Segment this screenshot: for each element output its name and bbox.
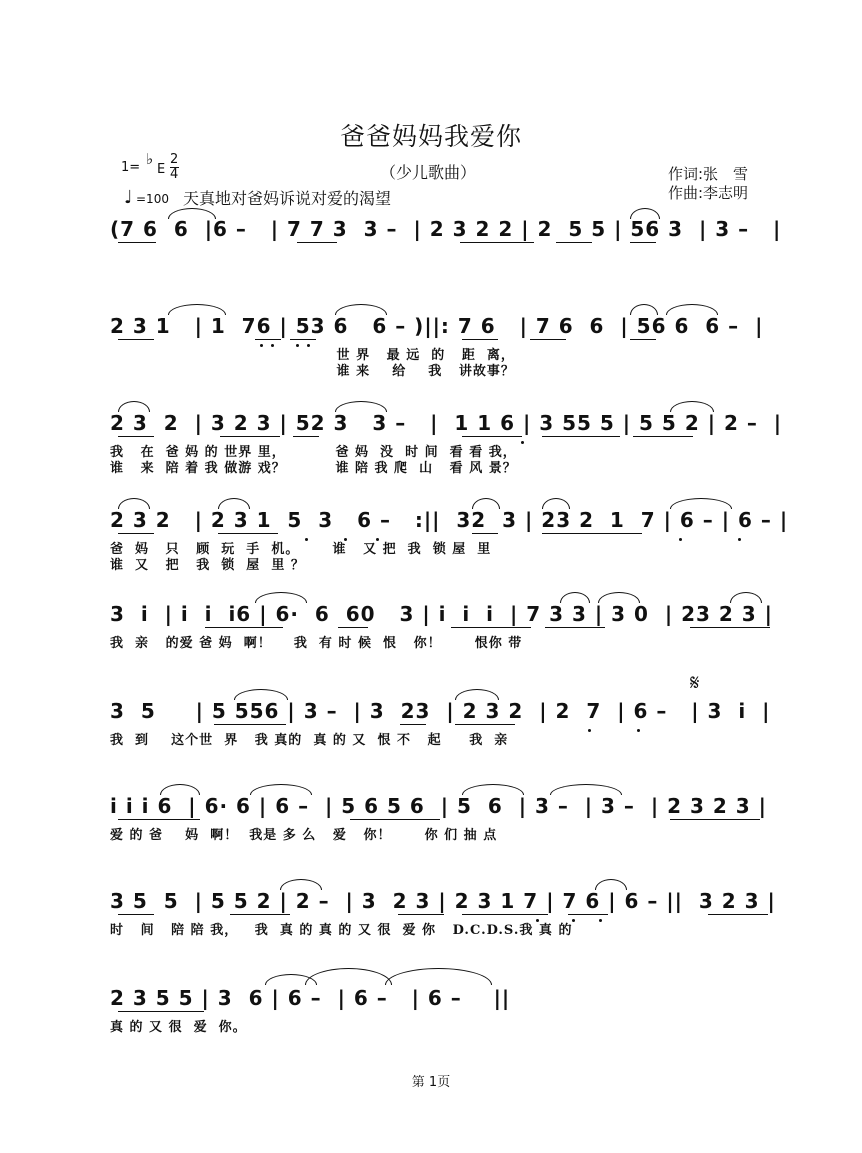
beam-line <box>350 819 440 820</box>
beam-line <box>118 436 154 437</box>
time-signature-line <box>170 167 179 168</box>
beam-line <box>462 914 548 915</box>
tie-arc <box>168 208 216 219</box>
beam-line <box>118 1011 204 1012</box>
low-octave-dot <box>599 919 602 922</box>
beam-line <box>297 242 337 243</box>
beam-line <box>230 914 290 915</box>
beam-line <box>462 339 498 340</box>
lyric-verse-1: 真 的 又 很 爱 你。 <box>110 1020 247 1035</box>
tie-arc <box>670 401 714 412</box>
beam-line <box>542 436 620 437</box>
score-line-8 <box>110 889 790 977</box>
low-octave-dot <box>521 441 524 444</box>
tie-arc <box>666 304 718 315</box>
slur-arc <box>630 304 658 315</box>
notation: 2 3 5 5 | 3 6 | 6 – | 6 – | 6 – || <box>110 986 511 1010</box>
key-flat-sign: ♭ <box>146 150 154 168</box>
tie-arc <box>168 304 226 315</box>
score-line-6 <box>110 699 790 787</box>
low-octave-dot <box>588 729 591 732</box>
key-prefix: 1= <box>121 160 141 175</box>
segno-sign: 𝄋 <box>690 671 700 696</box>
beam-line <box>118 914 154 915</box>
beam-line <box>255 339 281 340</box>
beam-line <box>455 724 515 725</box>
beam-line <box>118 819 200 820</box>
lyric-verse-2: 谁 又 把 我 锁 屋 里 ？ <box>110 558 305 573</box>
notation: (7 6 6 |6 – | 7 7 3 3 – | 2 3 2 2 | 2 5 5 | 56 3 | 3 – | <box>110 217 782 241</box>
notation: 3 i | i i i6 | 6· 6 60 3 | i i i | 7 3 3 | 3 0 | 23 2 3 | <box>110 602 773 626</box>
notation: 2 3 2 | 3 2 3 | 52 3 3 – | 1 1 6 | 3 55 5 | 5 5 2 | 2 – | <box>110 411 783 435</box>
beam-line <box>708 914 768 915</box>
tie-arc <box>670 498 732 509</box>
lyric-verse-2: 谁 来 给 我 讲故事？ <box>110 364 515 379</box>
slur-arc <box>234 689 288 700</box>
beam-line <box>218 533 278 534</box>
beam-line <box>220 436 280 437</box>
song-title: 爸爸妈妈我爱你 <box>339 122 522 151</box>
tie-arc <box>335 304 387 315</box>
lyric-verse-1: 我 到 这个世 界 我 真的 真 的 又 恨 不 起 我 亲 <box>110 733 509 748</box>
composer-credit: 作曲:李志明 <box>668 184 749 202</box>
beam-line <box>556 242 592 243</box>
lyric-verse-1: 时 间 陪 陪 我， 我 真 的 真 的 又 很 爱 你 D.C.D.S.我 真 的 <box>110 923 573 938</box>
score-line-7 <box>110 794 790 882</box>
beam-line <box>118 339 154 340</box>
lyric-verse-1: 我 在 爸 妈 的 世界 里， 爸 妈 没 时 间 看 看 我， <box>110 445 517 460</box>
score-line-4 <box>110 508 790 596</box>
time-signature-bottom: 4 <box>170 167 179 182</box>
slur-arc <box>542 498 570 509</box>
beam-line <box>630 339 656 340</box>
beam-line <box>568 914 608 915</box>
beam-line <box>670 819 760 820</box>
lyricist-credit: 作词:张 雪 <box>668 165 749 183</box>
notation: 2 3 1 | 1 76 | 53 6 6 – )||: 7 6 | 7 6 6 | 56 6 6 – | <box>110 314 764 338</box>
beam-line <box>630 242 656 243</box>
key-letter: E <box>157 162 166 177</box>
beam-line <box>205 627 283 628</box>
low-octave-dot <box>260 344 263 347</box>
song-subtitle: （少儿歌曲） <box>380 163 477 182</box>
low-octave-dot <box>376 538 379 541</box>
score-line-3 <box>110 411 790 499</box>
low-octave-dot <box>679 538 682 541</box>
slur-arc <box>218 498 250 509</box>
page-number: 第 1页 <box>411 1075 451 1090</box>
beam-line <box>451 627 531 628</box>
lyric-verse-1: 爸 妈 只 顾 玩 手 机。 谁 又 把 我 锁 屋 里 <box>110 542 492 557</box>
lyric-verse-2: 谁 来 陪 着 我 做游 戏？ 谁 陪 我 爬 山 看 风 景？ <box>110 461 517 476</box>
beam-line <box>293 436 319 437</box>
beam-line <box>690 627 770 628</box>
slur-arc <box>118 498 150 509</box>
notation: 2 3 2 | 2 3 1 5 3 6 – :|| 32 3 | 23 2 1 7 | 6 – | 6 – | <box>110 508 789 532</box>
slur-arc <box>630 208 660 219</box>
lyric-verse-1: 世 界 最 远 的 距 离， <box>110 348 515 363</box>
score-line-9 <box>110 986 790 1074</box>
low-octave-dot <box>271 344 274 347</box>
tie-arc <box>335 401 387 412</box>
low-octave-dot <box>536 919 539 922</box>
low-octave-dot <box>572 919 575 922</box>
beam-line <box>290 339 316 340</box>
beam-line <box>472 533 498 534</box>
score-line-5 <box>110 602 790 690</box>
low-octave-dot <box>344 538 347 541</box>
slur-arc <box>472 498 500 509</box>
beam-line <box>542 533 642 534</box>
slur-arc <box>455 689 499 700</box>
low-octave-dot <box>637 729 640 732</box>
lyric-verse-1: 爱 的 爸 妈 啊！ 我是 多 么 爱 你！ 你 们 抽 点 <box>110 828 498 843</box>
notation: i i i 6 | 6· 6 | 6 – | 5 6 5 6 | 5 6 | 3 – | 3 – | 2 3 2 3 | <box>110 794 767 818</box>
low-octave-dot <box>296 344 299 347</box>
beam-line <box>118 242 156 243</box>
beam-line <box>338 627 368 628</box>
low-octave-dot <box>305 538 308 541</box>
beam-line <box>530 339 566 340</box>
beam-line <box>214 724 286 725</box>
beam-line <box>462 436 522 437</box>
time-signature-top: 2 <box>170 152 179 167</box>
quarter-note-icon: ♩ <box>124 187 133 208</box>
expression-marking: 天真地对爸妈诉说对爱的渴望 <box>183 189 392 208</box>
beam-line <box>398 914 444 915</box>
beam-line <box>545 627 605 628</box>
score-line-2 <box>110 314 790 402</box>
beam-line <box>118 533 154 534</box>
low-octave-dot <box>738 538 741 541</box>
notation: 3 5 5 | 5 5 2 | 2 – | 3 2 3 | 2 3 1 7 | 7 6 | 6 – || 3 2 3 | <box>110 889 776 913</box>
slur-arc <box>118 401 150 412</box>
lyric-verse-1: 我 亲 的爱 爸 妈 啊！ 我 有 时 候 恨 你！ 恨你 带 <box>110 636 523 651</box>
beam-line <box>400 724 426 725</box>
tempo-value: =100 <box>136 192 169 206</box>
beam-line <box>460 242 534 243</box>
notation: 3 5 | 5 556 | 3 – | 3 23 | 2 3 2 | 2 7 | 6 – | 3 i | <box>110 699 771 723</box>
score-line-1 <box>110 217 790 305</box>
beam-line <box>633 436 693 437</box>
low-octave-dot <box>307 344 310 347</box>
